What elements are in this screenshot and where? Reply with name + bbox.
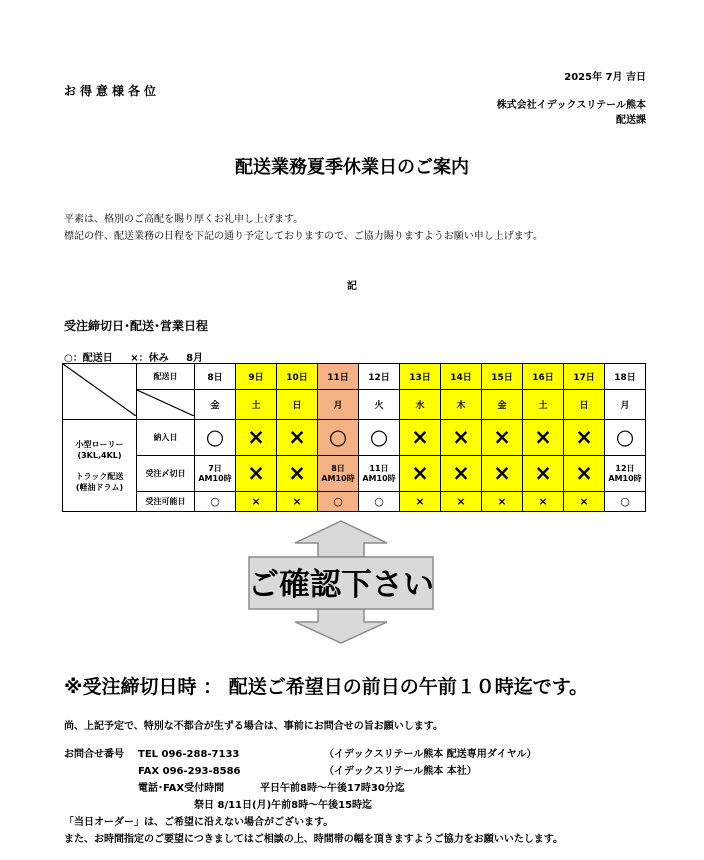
company-name: 株式会社イデックスリテール熊本	[496, 100, 646, 111]
available-cell	[359, 492, 400, 512]
tel-number: TEL 096-288-7133	[138, 749, 240, 760]
delivery-cell	[277, 420, 318, 456]
hours-holiday-line	[64, 797, 563, 814]
department: 配送課	[616, 115, 646, 126]
date-cell-value: 13日	[409, 373, 431, 383]
company-block	[497, 98, 646, 128]
cutoff-cell	[441, 456, 482, 492]
available-cell-value: ×	[579, 494, 589, 508]
weekday-cell-value: 土	[538, 401, 548, 411]
cutoff-cell-value: 7日 AM10時	[198, 463, 232, 483]
cutoff-cell	[277, 456, 318, 492]
weekday-cell-value: 土	[251, 401, 261, 411]
available-cell	[236, 492, 277, 512]
date-cell-value: 10日	[286, 373, 308, 383]
cutoff-cell-value: ×	[452, 461, 470, 485]
delivery-cell	[236, 420, 277, 456]
date-cell-value: 14日	[450, 373, 472, 383]
delivery-cell	[318, 420, 359, 456]
weekday-row	[63, 390, 646, 420]
available-cell	[195, 492, 236, 512]
schedule-table	[62, 363, 646, 512]
cutoff-cell	[605, 456, 646, 492]
addressee: お得意様各位	[64, 84, 161, 98]
available-cell-value: ○	[374, 494, 384, 508]
fax-desc: （イデックスリテール熊本 本社）	[324, 766, 477, 777]
cutoff-cell	[236, 456, 277, 492]
available-cell	[523, 492, 564, 512]
note-line-1: 尚、上記予定で、特別な不都合が生ずる場合は、事前にお問合せの旨お願いします。	[64, 721, 443, 732]
delivery-cell	[359, 420, 400, 456]
contact-tel-line	[64, 746, 563, 763]
group-label-line-1: 小型ローリー	[75, 439, 124, 449]
group-label-line-2: (3KL,4KL)	[77, 450, 122, 460]
available-cell	[277, 492, 318, 512]
weekday-cell-value: 日	[579, 401, 589, 411]
legend	[64, 349, 217, 364]
date-cell	[195, 364, 236, 390]
weekday-cell-value: 木	[456, 401, 466, 411]
date-cell	[359, 364, 400, 390]
weekday-cell-value: 火	[374, 401, 384, 411]
delivery-cell-value: ×	[247, 425, 265, 449]
delivery-cell	[441, 420, 482, 456]
weekday-cell	[277, 390, 318, 420]
timed-note: また、お時間指定のご要望につきましてはご相談の上、時間帯の幅を頂きますようご協力をお願いいたします。	[64, 834, 563, 845]
vehicle-group-label	[63, 420, 137, 512]
notes	[64, 718, 563, 848]
delivery-row	[63, 420, 646, 456]
delivery-cell	[400, 420, 441, 456]
sameday-note: 「当日オーダー」は、ご希望に沿えない場合がございます。	[64, 817, 334, 828]
weekday-cell	[400, 390, 441, 420]
date-cell	[441, 364, 482, 390]
legend-month: 8月	[186, 353, 204, 364]
schedule-heading: 受注締切日･配送･営業日程	[64, 319, 209, 333]
legend-closed: ×：休み	[130, 353, 169, 364]
tel-desc: （イデックスリテール熊本 配送専用ダイヤル）	[324, 749, 537, 760]
greeting-line-1: 平素は、格別のご高配を賜り厚くお礼申し上げます。	[64, 214, 304, 225]
weekday-cell	[359, 390, 400, 420]
delivery-cell-value: ×	[288, 425, 306, 449]
cutoff-cell	[482, 456, 523, 492]
available-cell-value: ○	[210, 494, 220, 508]
legend-open: ○：配送日	[64, 353, 113, 364]
cutoff-cell-value: ×	[575, 461, 593, 485]
corner-diagonal	[63, 364, 136, 416]
delivery-cell	[195, 420, 236, 456]
row-label-delivery: 納入日	[137, 420, 195, 456]
issue-date: 2025年 7月 吉日	[564, 72, 646, 83]
cutoff-cell	[564, 456, 605, 492]
date-cell-value: 17日	[573, 373, 595, 383]
delivery-cell-value: ×	[493, 425, 511, 449]
delivery-cell-value: ×	[452, 425, 470, 449]
date-cell	[277, 364, 318, 390]
row-label-available: 受注可能日	[137, 492, 195, 512]
date-cell-value: 12日	[368, 373, 390, 383]
weekday-cell-value: 月	[333, 401, 343, 411]
weekday-cell-value: 日	[292, 401, 302, 411]
date-cell	[564, 364, 605, 390]
date-cell-value: 8日	[207, 373, 223, 383]
row-label-cutoff: 受注〆切日	[137, 456, 195, 492]
delivery-cell-value: ○	[369, 425, 389, 449]
delivery-cell-value: ○	[205, 425, 225, 449]
available-row	[63, 492, 646, 512]
weekday-cell-value: 金	[497, 401, 507, 411]
date-cell-value: 11日	[327, 373, 349, 383]
hours-holiday: 祭日 8/11日(月)午前8時～午後15時迄	[194, 800, 373, 811]
date-cell-value: 18日	[614, 373, 636, 383]
weekday-cell	[523, 390, 564, 420]
date-cell	[318, 364, 359, 390]
delivery-cell-value: ○	[328, 425, 348, 449]
available-cell-value: ○	[620, 494, 630, 508]
date-cell-value: 9日	[248, 373, 264, 383]
date-cell-value: 15日	[491, 373, 513, 383]
hours-weekday: 平日午前8時～午後17時30分迄	[260, 783, 405, 794]
delivery-cell	[564, 420, 605, 456]
cutoff-cell-value: ×	[288, 461, 306, 485]
greeting-line-2: 標記の件、配送業務の日程を下記の通り予定しておりますので、ご協力賜りますようお願い申し上げます。	[64, 231, 543, 242]
weekday-cell	[441, 390, 482, 420]
weekday-cell	[605, 390, 646, 420]
group-label-line-3: トラック配送	[75, 471, 124, 481]
available-cell-value: ×	[497, 494, 507, 508]
cutoff-cell-value: 8日 AM10時	[321, 463, 355, 483]
cutoff-note: ※受注締切日時 ： 配送ご希望日の前日の午前１０時迄です。	[64, 676, 589, 698]
delivery-cell-value: ○	[615, 425, 635, 449]
weekday-label-cell	[137, 390, 195, 420]
available-cell-value: ×	[415, 494, 425, 508]
cutoff-cell	[318, 456, 359, 492]
weekday-cell	[564, 390, 605, 420]
arrow-up-shape	[295, 521, 387, 557]
hours-label: 電話･FAX受付時間	[138, 783, 225, 794]
date-cell	[400, 364, 441, 390]
confirm-arrow-graphic	[248, 520, 434, 644]
corner-cell	[63, 364, 137, 420]
available-cell-value: ○	[333, 494, 343, 508]
ki-mark: 記	[347, 281, 357, 292]
hours-line	[64, 780, 563, 797]
available-cell	[605, 492, 646, 512]
weekday-cell	[236, 390, 277, 420]
cutoff-cell-value: 11日 AM10時	[362, 463, 396, 483]
delivery-cell	[605, 420, 646, 456]
arrow-text: ご確認下さい	[248, 567, 434, 603]
date-row	[63, 364, 646, 390]
fax-number: FAX 096-293-8586	[138, 766, 241, 777]
cutoff-cell	[359, 456, 400, 492]
cutoff-cell-value: 12日 AM10時	[608, 463, 642, 483]
cutoff-cell	[195, 456, 236, 492]
weekday-cell	[195, 390, 236, 420]
group-label-line-4: (軽油ドラム)	[75, 482, 124, 492]
document-title: 配送業務夏季休業日のご案内	[235, 157, 469, 178]
date-cell	[482, 364, 523, 390]
available-cell	[441, 492, 482, 512]
cutoff-cell-value: ×	[493, 461, 511, 485]
available-cell	[400, 492, 441, 512]
contact-fax-line	[64, 763, 563, 780]
weekday-cell-value: 月	[620, 401, 630, 411]
cutoff-cell-value: ×	[247, 461, 265, 485]
cutoff-row	[63, 456, 646, 492]
delivery-cell	[523, 420, 564, 456]
delivery-cell	[482, 420, 523, 456]
cutoff-cell-value: ×	[534, 461, 552, 485]
contact-label: お問合せ番号	[64, 749, 124, 760]
date-cell	[605, 364, 646, 390]
cutoff-cell	[400, 456, 441, 492]
available-cell	[318, 492, 359, 512]
delivery-cell-value: ×	[534, 425, 552, 449]
weekday-cell-value: 金	[210, 401, 220, 411]
delivery-day-label: 配送日	[137, 364, 195, 390]
weekday-cell	[482, 390, 523, 420]
weekday-cell	[318, 390, 359, 420]
arrow-down-shape	[295, 609, 387, 643]
available-cell-value: ×	[292, 494, 302, 508]
date-cell	[236, 364, 277, 390]
date-cell-value: 16日	[532, 373, 554, 383]
cutoff-cell	[523, 456, 564, 492]
available-cell	[564, 492, 605, 512]
weekday-cell-value: 水	[415, 401, 425, 411]
cutoff-cell-value: ×	[411, 461, 429, 485]
available-cell-value: ×	[251, 494, 261, 508]
delivery-cell-value: ×	[411, 425, 429, 449]
delivery-cell-value: ×	[575, 425, 593, 449]
available-cell	[482, 492, 523, 512]
greeting	[64, 211, 543, 245]
available-cell-value: ×	[538, 494, 548, 508]
date-cell	[523, 364, 564, 390]
weekday-diagonal	[137, 390, 194, 416]
available-cell-value: ×	[456, 494, 466, 508]
